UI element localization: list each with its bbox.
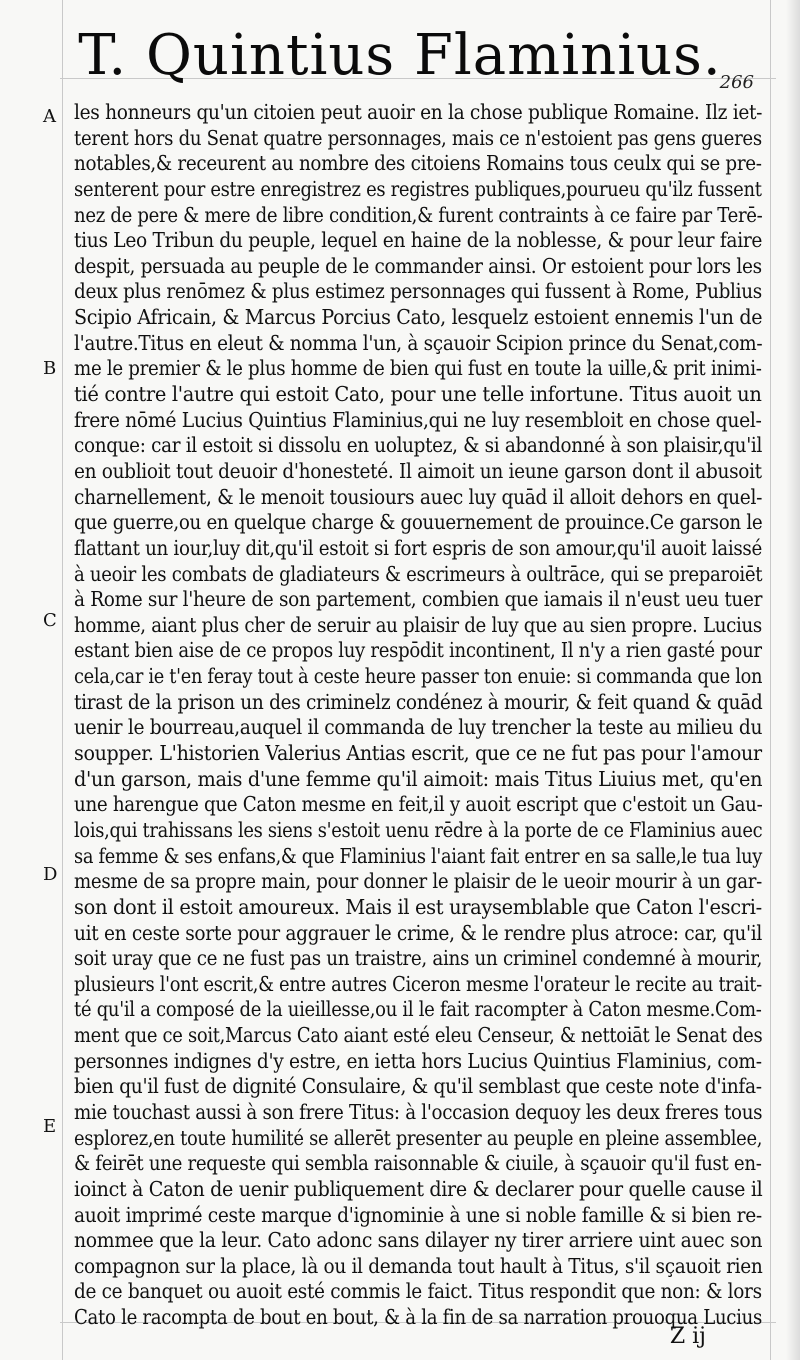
text-line: notables,& receurent au nombre des citoiens Romains tous ceulx qui se pre-: [74, 151, 762, 176]
margin-letter-d: D: [43, 864, 58, 885]
text-line: plusieurs l'ont escrit,& entre autres Ciceron mesme l'orateur le recite au trait-: [74, 971, 762, 996]
text-line: à ueoir les combats de gladiateurs & escrimeurs à oultrāce, qui se preparoiēt: [74, 561, 763, 586]
text-line: de ce banquet ou auoit esté commis le faict. Titus respondit que non: & lors: [74, 1279, 762, 1304]
text-line: despit, persuada au peuple de le commander ainsi. Or estoient pour lors les: [74, 253, 762, 278]
text-line: soit uray que ce ne fust pas un traistre, ains un criminel condemné à mourir,: [74, 946, 763, 971]
margin-letter-a: A: [43, 106, 56, 127]
text-line: té qu'il a composé de la uieillesse,ou il le fait racompter à Caton mesme.Com-: [74, 997, 762, 1022]
page-rule-right: [770, 0, 771, 1360]
text-line: mesme de sa propre main, pour donner le plaisir de le ueoir mourir à un gar-: [74, 869, 762, 894]
running-title: T. Quintius Flaminius.: [78, 23, 722, 88]
text-line: homme, aiant plus cher de seruir au plaisir de luy que au sien propre. Lucius: [74, 612, 762, 637]
text-line: les honneurs qu'un citoien peut auoir en la chose publique Romaine. Ilz iet-: [74, 100, 763, 124]
text-line: frere nōmé Lucius Quintius Flaminius,qui ne luy resembloit en chose quel-: [74, 407, 762, 432]
text-line: esplorez,en toute humilité se allerēt presenter au peuple en pleine assemblee,: [74, 1125, 763, 1150]
margin-letter-e: E: [43, 1116, 57, 1137]
text-line: uit en ceste sorte pour aggrauer le crime, & le rendre plus atroce: car, qu'il: [74, 920, 763, 945]
text-line: conque: car il estoit si dissolu en uoluptez, & si abandonné à son plaisir,qu'il: [74, 433, 763, 458]
text-line: compagnon sur la place, là ou il demanda tout hault à Titus, s'il sçauoit rien: [74, 1253, 763, 1278]
text-line: senterent pour estre enregistrez es registres publiques,pourueu qu'ilz fussent: [74, 176, 762, 201]
text-line: & feirēt une requeste qui sembla raisonnable & ciuile, à sçauoir qu'il fust en-: [74, 1151, 762, 1176]
text-line: à Rome sur l'heure de son partement, combien que iamais il n'eust ueu tuer: [74, 587, 763, 612]
text-line: sa femme & ses enfans,& que Flaminius l'aiant fait entrer en sa salle,le tua luy: [74, 843, 762, 868]
text-line: nommee que la leur. Cato adonc sans dilayer ny tirer arriere uint auec son: [74, 1228, 763, 1253]
text-line: flattant un iour,luy dit,qu'il estoit si fort espris de son amour,qu'il auoit laissé: [74, 535, 762, 560]
body-text: [74, 100, 764, 1331]
text-line: en oublioit tout deuoir d'honesteté. Il aimoit un ieune garson dont il abusoit: [74, 458, 762, 483]
text-line: nez de pere & mere de libre condition,& furent contraints à ce faire par Terē-: [74, 202, 763, 227]
text-line: personnes indignes d'y estre, en ietta hors Lucius Quintius Flaminius, com-: [74, 1048, 762, 1073]
text-line: me le premier & le plus homme de bien qui fust en toute la uille,& prit inimi-: [74, 356, 762, 381]
text-line: ioinct à Caton de uenir publiquement dire & declarer pour quelle cause il: [74, 1176, 763, 1201]
margin-letter-c: C: [43, 610, 57, 631]
text-line: tirast de la prison un des criminelz condénez à mourir, & feit quand & quād: [74, 689, 763, 714]
text-line: deux plus renōmez & plus estimez personnages qui fussent à Rome, Publius: [74, 279, 762, 304]
text-line: son dont il estoit amoureux. Mais il est uraysemblable que Caton l'escri-: [74, 894, 762, 919]
page-edge-shadow: [786, 0, 800, 1360]
margin-letter-b: B: [43, 358, 57, 379]
text-line: Scipio Africain, & Marcus Porcius Cato, lesquelz estoient ennemis l'un de: [74, 305, 763, 330]
text-line: d'un garson, mais d'une femme qu'il aimoit: mais Titus Liuius met, qu'en: [74, 766, 763, 791]
text-line: tius Leo Tribun du peuple, lequel en haine de la noblesse, & pour leur faire: [74, 228, 763, 253]
signature-mark: Z ij: [669, 1324, 706, 1349]
text-line: lois,qui trahissans les siens s'estoit uenu rēdre à la porte de ce Flaminius auec: [74, 817, 763, 842]
text-line: ment que ce soit,Marcus Cato aiant esté eleu Censeur, & nettoiāt le Senat des: [74, 1023, 763, 1048]
text-line: l'autre.Titus en eleut & nomma l'un, à sçauoir Scipion prince du Senat,com-: [74, 330, 763, 355]
text-line: tié contre l'autre qui estoit Cato, pour une telle infortune. Titus auoit un: [74, 382, 762, 407]
text-line: cela,car ie t'en feray tout à ceste heure passer ton enuie: si commanda que lon: [74, 664, 763, 689]
text-line: Cato le racompta de bout en bout, & à la fin de sa narration prouoqua Lucius: [74, 1305, 762, 1330]
text-line: auoit imprimé ceste marque d'ignominie à une si noble famille & si bien re-: [74, 1202, 762, 1227]
folio-number: 266: [719, 72, 754, 93]
text-line: bien qu'il fust de dignité Consulaire, & qu'il semblast que ceste note d'infa-: [74, 1074, 762, 1099]
text-line: que guerre,ou en quelque charge & gouuernement de prouince.Ce garson le: [74, 510, 763, 535]
page-rule-left: [62, 0, 63, 1360]
text-line: charnellement, & le menoit tousiours auec luy quād il alloit dehors en quel-: [74, 484, 763, 509]
text-line: mie touchast aussi à son frere Titus: à l'occasion dequoy les deux freres tous: [74, 1099, 763, 1124]
text-line: uenir le bourreau,auquel il commanda de luy trencher la teste au milieu du: [74, 715, 763, 740]
text-line: terent hors du Senat quatre personnages, mais ce n'estoient pas gens gueres: [74, 125, 762, 150]
text-line: soupper. L'historien Valerius Antias escrit, que ce ne fut pas pour l'amour: [74, 741, 762, 766]
text-line: une harengue que Caton mesme en feit,il y auoit escript que c'estoit un Gau-: [74, 792, 763, 817]
text-line: estant bien aise de ce propos luy respōdit incontinent, Il n'y a rien gasté pour: [74, 638, 762, 663]
